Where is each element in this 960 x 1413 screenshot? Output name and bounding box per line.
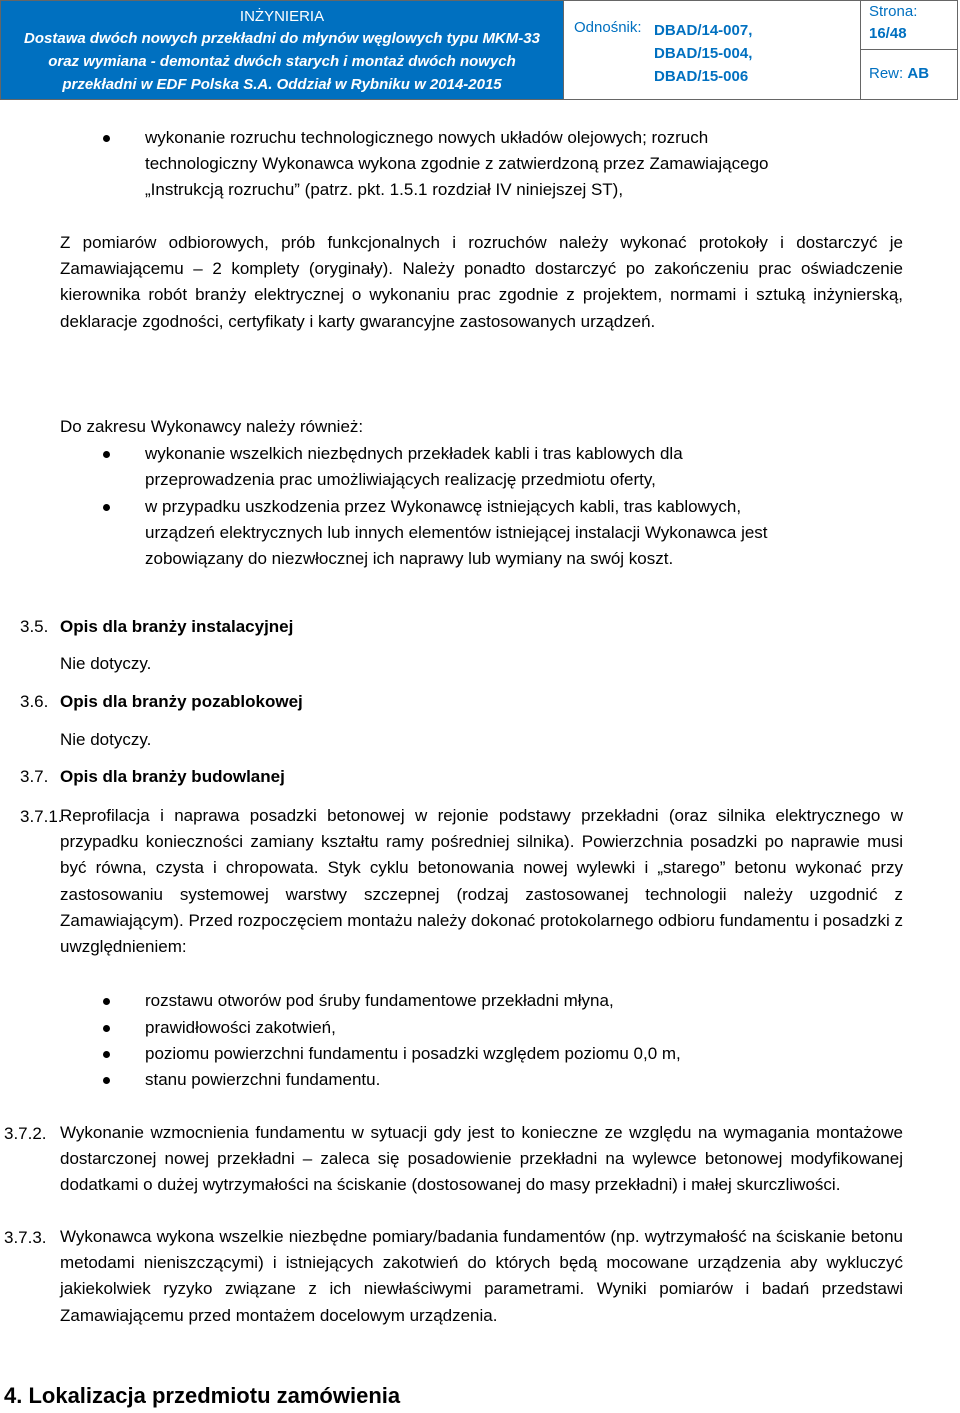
not-applicable-note: Nie dotyczy. <box>60 730 152 749</box>
header-title-line: przekładni w EDF Polska S.A. Oddział w Rybniku w 2014-2015 <box>62 76 502 93</box>
page-number: 16/48 <box>869 25 907 42</box>
text-line: wykonanie wszelkich niezbędnych przekładek kabli i tras kablowych dla <box>145 444 683 463</box>
inspection-item: stanu powierzchni fundamentu. <box>145 1070 381 1089</box>
header-page-cell <box>861 1 957 99</box>
reference-number: DBAD/15-006 <box>654 68 749 85</box>
section-heading: Opis dla branży instalacyjnej <box>60 617 294 636</box>
reference-number: DBAD/15-004, <box>654 45 753 62</box>
header-title-cell <box>1 1 563 99</box>
page-info <box>861 1 957 50</box>
text-line: urządzeń elektrycznych lub innych elementów istniejącej instalacji Wykonawca jest <box>145 523 768 543</box>
reference-label: Odnośnik: <box>574 19 642 36</box>
header-title-line: Dostawa dwóch nowych przekładni do młynów węglowych typu MKM-33 <box>24 30 540 47</box>
text-line: zobowiązany do niezwłocznej ich naprawy lub wymiany na swój koszt. <box>145 549 674 569</box>
scope-intro: Do zakresu Wykonawcy należy również: <box>60 417 364 436</box>
page-label: Strona: <box>869 3 918 20</box>
revision-info <box>869 65 929 82</box>
section-number: 3.5. <box>20 617 49 636</box>
revision-label: Rew: <box>869 65 904 82</box>
section-number: 3.6. <box>20 692 49 711</box>
header-reference-cell <box>563 1 861 99</box>
inspection-item: prawidłowości zakotwień, <box>145 1018 336 1037</box>
reference-list <box>654 19 752 88</box>
section-heading: Opis dla branży pozablokowej <box>60 692 303 711</box>
not-applicable-note: Nie dotyczy. <box>60 654 152 673</box>
subsection-text: Reprofilacja i naprawa posadzki betonowej w rejonie podstawy przekładni (oraz silnika elektrycznego w przypadku konieczności zamiany kształtu ramy pośredniej silnika). Powierzchnia posadzki po naprawie musi być równa, czysta i chropowata. Styk cyklu betonowania nowej wylewki i „starego” betonu wykonać przy zastosowaniu systemowej warstwy szczepnej (rodzaj zastosowanej technologii należy uzgodnić z Zamawiającym). Przed rozpoczęciem montażu należy dokonać protokolarnego odbioru fundamentu i posadzki z uwzględnieniem: <box>60 806 903 957</box>
revision-value: AB <box>907 65 930 82</box>
subsection-text: Wykonanie wzmocnienia fundamentu w sytuacji gdy jest to konieczne ze względu na wymagania montażowe dostarczonej nowej przekładni – zaleca się posadowienie przekładni na wylewce betonowej modyfikowanej dodatkami o dużej wytrzymałości na ściskanie (dostosowanej do masy przekładni) i małej skurczliwości. <box>60 1123 903 1195</box>
text-line: przeprowadzenia prac umożliwiających realizację przedmiotu oferty, <box>145 470 656 490</box>
bullet-dot <box>103 451 110 458</box>
text-line: technologiczny Wykonawca wykona zgodnie z zatwierdzoną przez Zamawiającego <box>145 154 769 174</box>
reference-number: DBAD/14-007, <box>654 22 753 39</box>
scope-bullet-text <box>145 494 945 573</box>
bullet-dot <box>103 1025 110 1032</box>
subsection-number: 3.7.1. <box>20 807 63 826</box>
bullet-dot <box>103 1077 110 1084</box>
chapter-heading: 4. Lokalizacja przedmiotu zamówienia <box>4 1383 401 1408</box>
bullet-dot <box>103 504 110 511</box>
subsection-number: 3.7.2. <box>4 1124 47 1143</box>
text-line: w przypadku uszkodzenia przez Wykonawcę istniejących kabli, tras kablowych, <box>145 497 742 516</box>
subsection-text: Wykonawca wykona wszelkie niezbędne pomiary/badania fundamentów (np. wytrzymałość na ściskanie betonu metodami nieniszczącymi) i istniejących zakotwień do których będą mocowane urządzenia aby wykluczyć jakiekolwiek ryzyko związane z ich niewłaściwymi parametrami. Wyniki pomiarów i badań przedstawi Zamawiającemu przed montażem docelowym urządzenia. <box>60 1227 903 1325</box>
inspection-item: rozstawu otworów pod śruby fundamentowe przekładni młyna, <box>145 991 614 1010</box>
section-number: 3.7. <box>20 767 49 786</box>
subsection-number: 3.7.3. <box>4 1228 47 1247</box>
text-line: „Instrukcją rozruchu” (patrz. pkt. 1.5.1 rozdział IV niniejszej ST), <box>145 180 624 200</box>
inspection-item: poziomu powierzchni fundamentu i posadzki względem poziomu 0,0 m, <box>145 1044 681 1063</box>
startup-bullet-text <box>145 125 945 204</box>
page-header <box>0 0 958 100</box>
header-title-line: oraz wymiana - demontaż dwóch starych i montaż dwóch nowych <box>48 53 516 70</box>
protocols-paragraph: Z pomiarów odbiorowych, prób funkcjonalnych i rozruchów należy wykonać protokoły i dostarczyć je Zamawiającemu – 2 komplety (oryginały). Należy ponadto dostarczyć po zakończeniu prac oświadczenie kierownika robót branży elektrycznej o wykonaniu prac zgodnie z projektem, normami i sztuką inżynierską, deklaracje zgodności, certyfikaty i karty gwarancyjne zastosowanych urządzeń. <box>60 233 903 331</box>
bullet-dot <box>103 998 110 1005</box>
section-tag: INŻYNIERIA <box>239 8 325 25</box>
bullet-dot <box>103 1051 110 1058</box>
section-heading: Opis dla branży budowlanej <box>60 767 285 786</box>
text-line: wykonanie rozruchu technologicznego nowych układów olejowych; rozruch <box>145 128 709 147</box>
scope-bullet-text <box>145 441 945 493</box>
bullet-dot <box>103 135 110 142</box>
